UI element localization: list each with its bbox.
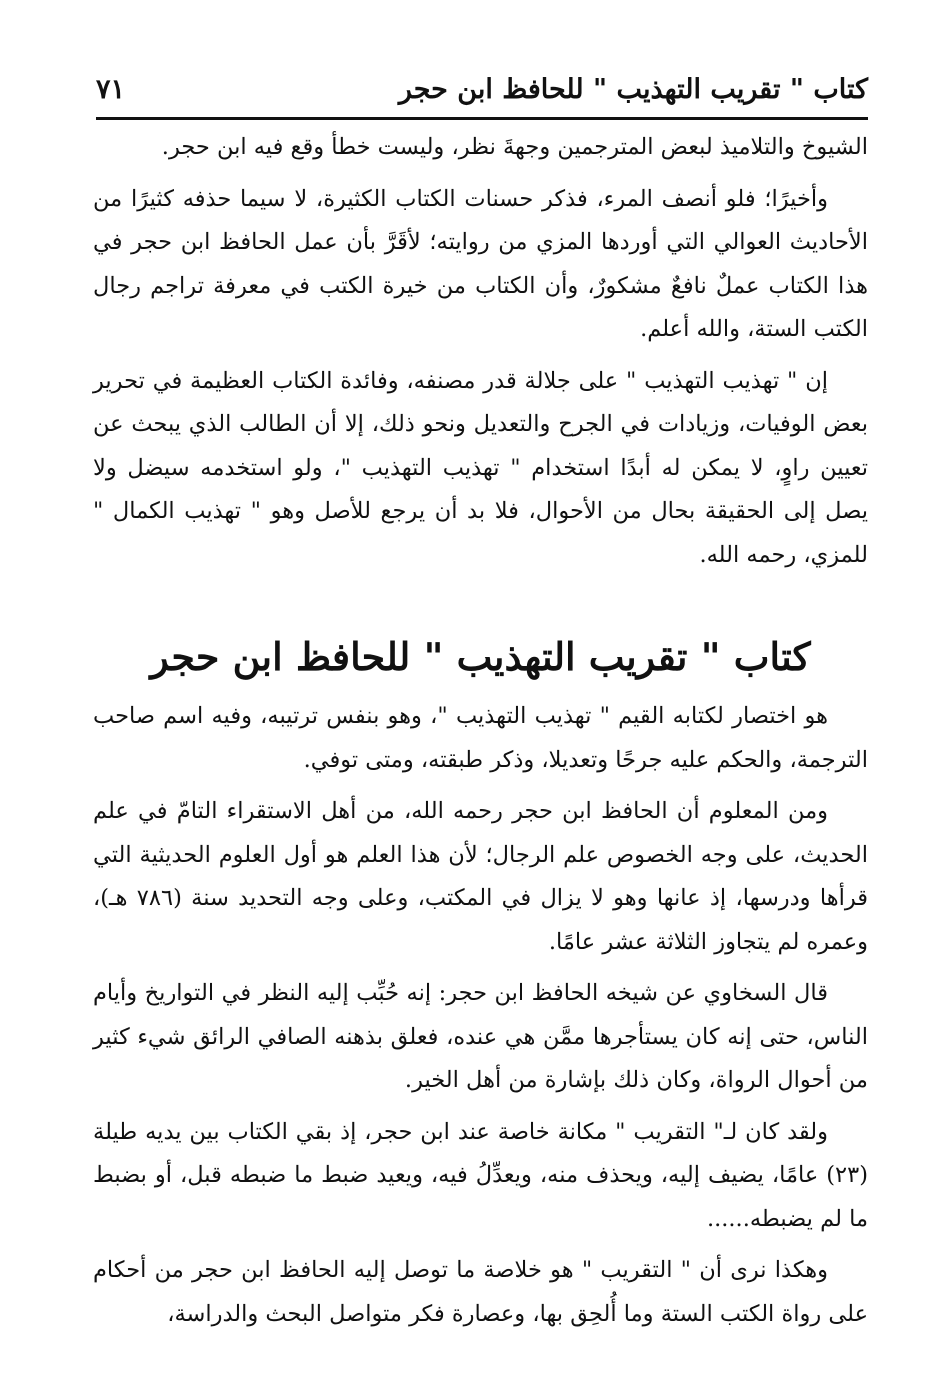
section-paragraph-4: ولقد كان لـ" التقريب " مكانة خاصة عند ابن حجر، إذ بقي الكتاب بين يديه طيلة (٢٣) عامًا، يضيف إليه، ويحذف منه، ويعدِّلُ فيه، ويعيد ضبط ما ضبطه قبل، أو بضبط ما لم يضبطه...... — [93, 1118, 868, 1232]
page-body — [93, 126, 868, 1344]
paragraph-continuation: الشيوخ والتلاميذ لبعض المترجمين وجهةَ نظر، وليست خطأ وقع فيه ابن حجر. — [161, 134, 868, 160]
running-title: كتاب " تقريب التهذيب " للحافظ ابن حجر — [398, 74, 868, 105]
section-heading: كتاب " تقريب التهذيب " للحافظ ابن حجر — [150, 634, 811, 679]
running-header — [96, 68, 868, 120]
paragraph-tahdhib-note: إن " تهذيب التهذيب " على جلالة قدر مصنفه، وفائدة الكتاب العظيمة في تحرير بعض الوفيات، وزيادات في الجرح والتعديل ونحو ذلك، إلا أن الطالب الذي يبحث عن تعيين راوٍ، لا يمكن له أبدًا استخدام " تهذيب التهذيب "، ولو استخدمه سيضل ولا يصل إلى الحقيقة بحال من الأحوال، فلا بد أن يرجع للأصل وهو " تهذيب الكمال " للمزي، رحمه الله. — [93, 367, 868, 568]
section-paragraph-1: هو اختصار لكتابه القيم " تهذيب التهذيب "، وهو بنفس ترتيبه، وفيه اسم صاحب الترجمة، والحكم عليه جرحًا وتعديلا، وذكر طبقته، ومتى توفي. — [93, 703, 868, 773]
page-number: ٧١ — [96, 74, 126, 105]
section-paragraph-3: قال السخاوي عن شيخه الحافظ ابن حجر: إنه حُبِّب إليه النظر في التواريخ وأيام الناس، حتى إنه كان يستأجرها ممَّن هي عنده، فعلق بذهنه الصافي الرائق شيء كثير من أحوال الرواة، وكان ذلك بإشارة من أهل الخير. — [93, 980, 868, 1093]
section-paragraph-5: وهكذا نرى أن " التقريب " هو خلاصة ما توصل إليه الحافظ ابن حجر من أحكام على رواة الكتب الستة وما أُلحِق بها، وعصارة فكر متواصل البحث والدراسة، — [93, 1257, 868, 1327]
section-paragraph-2: ومن المعلوم أن الحافظ ابن حجر رحمه الله، من أهل الاستقراء التامّ في علم الحديث، على وجه الخصوص علم الرجال؛ لأن هذا العلم هو أول العلوم الحديثية التي قرأها ودرسها، إذ عانها وهو لا يزال في المكتب، وعلى وجه التحديد سنة (٧٨٦ هـ)، وعمره لم يتجاوز الثلاثة عشر عامًا. — [93, 798, 868, 955]
paragraph-conclusion: وأخيرًا؛ فلو أنصف المرء، فذكر حسنات الكتاب الكثيرة، لا سيما حذفه كثيرًا من الأحاديث العوالي التي أوردها المزي من روايته؛ لأقَرَّ بأن عمل الحافظ ابن حجر في هذا الكتاب عملٌ نافعٌ مشكورٌ، وأن الكتاب من خيرة الكتب في معرفة تراجم رجال الكتب الستة، والله أعلم. — [93, 185, 868, 342]
